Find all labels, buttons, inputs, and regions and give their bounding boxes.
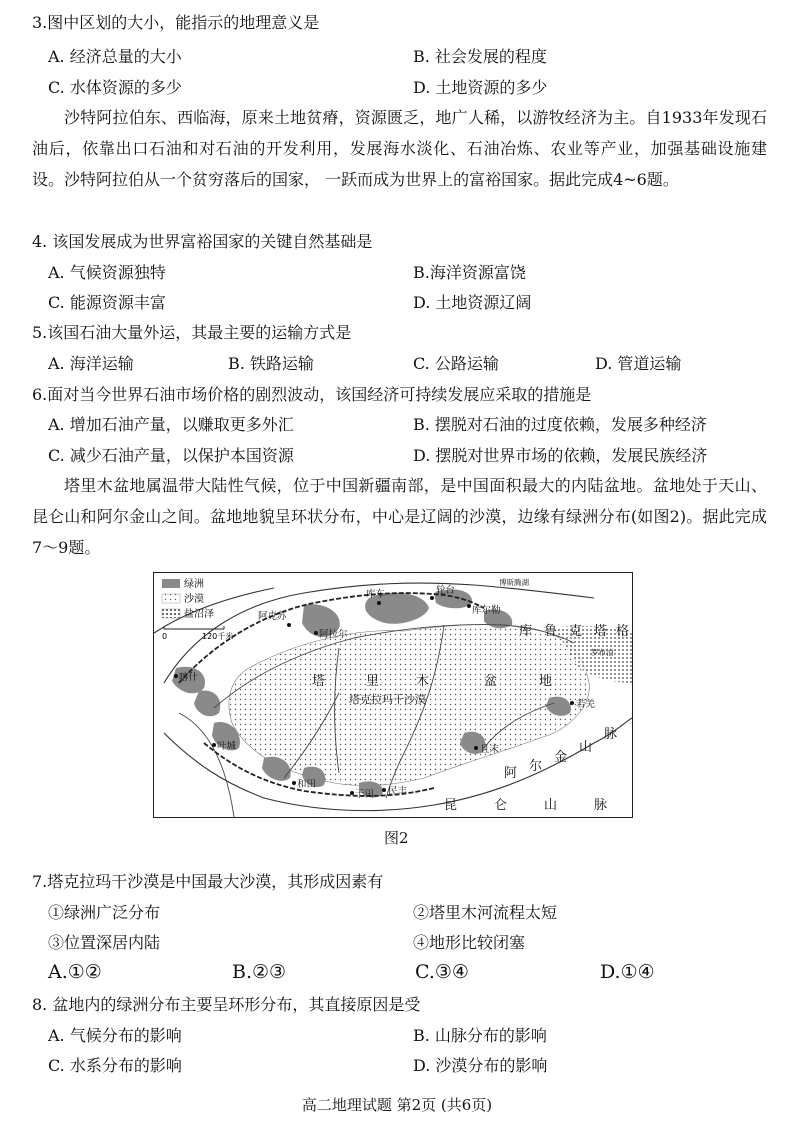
lake-bosten: 博斯腾湖 — [499, 578, 529, 587]
q5-option-b: B. 铁路运输 — [228, 354, 314, 373]
kunlun-char-2: 仑 — [494, 798, 508, 813]
q7-item-3: ③位置深居内陆 — [48, 933, 161, 952]
altun-char-1: 阿 — [504, 766, 518, 781]
map-svg — [154, 573, 632, 817]
kunlun-char-3: 山 — [544, 798, 558, 813]
q3-stem: 3.图中区划的大小，能指示的地理意义是 — [32, 13, 320, 32]
basin-char-1: 塔 — [312, 674, 326, 689]
q4-stem: 4. 该国发展成为世界富裕国家的关键自然基础是 — [32, 232, 373, 251]
scale-label: 120千米 — [202, 632, 234, 641]
q8-option-c: C. 水系分布的影响 — [48, 1056, 182, 1075]
basin-char-3: 木 — [416, 674, 430, 689]
q7-option-a: A.①② — [48, 961, 102, 983]
basin-char-5: 地 — [539, 674, 553, 689]
q7-stem: 7.塔克拉玛干沙漠是中国最大沙漠，其形成因素有 — [32, 872, 384, 891]
kuluke-char-2: 鲁 — [544, 624, 558, 639]
legend-desert: 沙漠 — [184, 594, 204, 605]
q3-option-a: A. 经济总量的大小 — [48, 47, 182, 66]
q8-option-d: D. 沙漠分布的影响 — [413, 1056, 548, 1075]
kunlun-char-4: 脉 — [594, 798, 608, 813]
q7-item-2: ②塔里木河流程太短 — [413, 903, 558, 922]
city-luntai: 轮台 — [436, 585, 456, 596]
q7-option-c: C.③④ — [415, 961, 469, 983]
q3-option-c: C. 水体资源的多少 — [48, 78, 182, 97]
kunlun-char-1: 昆 — [444, 798, 458, 813]
figure-caption: 图2 — [384, 829, 409, 847]
q7-item-4: ④地形比较闭塞 — [413, 933, 526, 952]
q7-item-1: ①绿洲广泛分布 — [48, 903, 161, 922]
q3-option-d: D. 土地资源的多少 — [413, 78, 548, 97]
tarim-basin-map — [153, 572, 633, 818]
passage-tarim: 塔里木盆地属温带大陆性气候，位于中国新疆南部，是中国面积最大的内陆盆地。盆地处于天山、昆仑山和阿尔金山之间。盆地地貌呈环状分布，中心是辽阔的沙漠，边缘有绿洲分布(如图2)。据此完成7～9题。 — [32, 476, 767, 557]
scale-zero: 0 — [162, 632, 168, 641]
altun-char-2: 尔 — [529, 759, 543, 774]
q6-option-a: A. 增加石油产量，以赚取更多外汇 — [48, 415, 294, 434]
basin-char-2: 里 — [366, 674, 380, 689]
q6-option-b: B. 摆脱对石油的过度依赖，发展多种经济 — [413, 415, 707, 434]
q5-option-d: D. 管道运输 — [595, 354, 682, 373]
city-yutian: 于田 — [355, 789, 375, 800]
legend-oasis: 绿洲 — [184, 579, 204, 590]
kuluke-char-4: 塔 — [594, 624, 608, 639]
q8-option-a: A. 气候分布的影响 — [48, 1026, 182, 1045]
q5-stem: 5.该国石油大量外运，其最主要的运输方式是 — [32, 323, 352, 342]
q4-option-a: A. 气候资源独特 — [48, 263, 166, 282]
q4-option-d: D. 土地资源辽阔 — [413, 293, 532, 312]
q4-option-c: C. 能源资源丰富 — [48, 293, 166, 312]
city-yecheng: 叶城 — [217, 741, 237, 752]
city-minfeng: 民丰 — [388, 786, 408, 797]
city-kuqa: 库车 — [366, 589, 386, 600]
map-legend — [162, 577, 233, 641]
altun-char-4: 山 — [579, 740, 593, 755]
q7-option-b: B.②③ — [232, 961, 287, 983]
q5-option-a: A. 海洋运输 — [48, 354, 134, 373]
passage-saudi: 沙特阿拉伯东、西临海，原来土地贫瘠，资源匮乏，地广人稀，以游牧经济为主。自1933年发现石油后，依靠出口石油和对石油的开发利用，发展海水淡化、石油冶炼、农业等产业，加强基础设施建设。沙特阿拉伯从一个贫穷落后的国家， 一跃而成为世界上的富裕国家。据此完成4~6题。 — [32, 108, 767, 189]
legend-salt-marsh: 盐沼泽 — [184, 609, 214, 620]
city-aksu: 阿克苏 — [258, 611, 287, 622]
city-qiemo: 且末 — [480, 744, 500, 755]
q8-stem: 8. 盆地内的绿洲分布主要呈环形分布，其直接原因是受 — [32, 995, 421, 1014]
lake-lop-nur: 罗布泊 — [591, 648, 614, 657]
city-hotan: 和田 — [297, 779, 317, 790]
q7-option-d: D.①④ — [600, 961, 655, 983]
city-kashgar: 喀什 — [179, 672, 199, 683]
q8-option-b: B. 山脉分布的影响 — [413, 1026, 547, 1045]
basin-char-4: 盆 — [484, 674, 498, 689]
page-footer: 高二地理试题 第2页 (共6页) — [301, 1096, 493, 1114]
altun-char-3: 金 — [554, 750, 568, 765]
q6-stem: 6.面对当今世界石油市场价格的剧烈波动，该国经济可持续发展应采取的措施是 — [32, 385, 592, 404]
kuluke-char-1: 库 — [519, 624, 533, 639]
q3-option-b: B. 社会发展的程度 — [413, 47, 547, 66]
q4-option-b: B.海洋资源富饶 — [413, 263, 526, 282]
desert-label: 塔克拉玛干沙漠 — [349, 693, 426, 706]
city-korla: 库尔勒 — [472, 605, 501, 616]
city-ruoqiang: 若羌 — [576, 699, 596, 710]
kuluke-char-5: 格 — [616, 624, 630, 639]
altun-char-5: 脉 — [604, 727, 618, 742]
q6-option-c: C. 减少石油产量，以保护本国资源 — [48, 446, 294, 465]
q6-option-d: D. 摆脱对世界市场的依赖，发展民族经济 — [413, 446, 708, 465]
city-alar: 阿拉尔 — [319, 629, 348, 640]
q5-option-c: C. 公路运输 — [413, 354, 499, 373]
kuluke-char-3: 克 — [569, 624, 583, 639]
